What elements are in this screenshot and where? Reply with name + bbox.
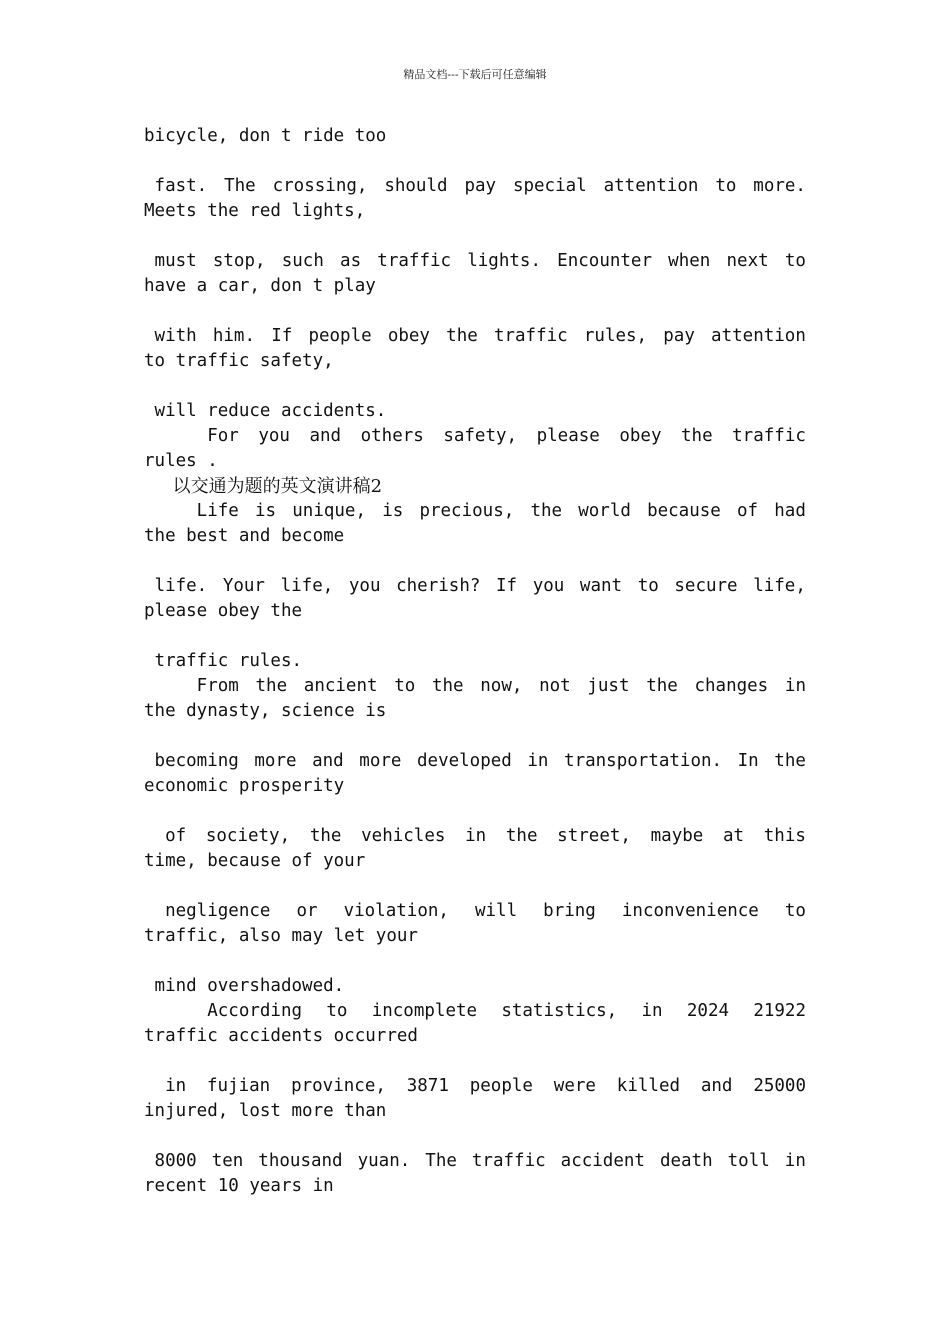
text-line: mind overshadowed.	[144, 976, 345, 996]
word: the	[446, 326, 478, 346]
word: of	[737, 501, 759, 521]
text-line: recent 10 years in	[144, 1176, 334, 1196]
word: the	[774, 751, 806, 771]
word: and	[309, 426, 342, 446]
word: the	[309, 826, 342, 846]
word: people	[308, 326, 372, 346]
word: attention	[603, 176, 699, 196]
word: The	[224, 176, 256, 196]
word: pay	[663, 326, 695, 346]
word: you	[258, 426, 290, 446]
text-line	[144, 674, 806, 699]
word: such	[281, 251, 324, 271]
blank-line	[144, 799, 806, 824]
word: or	[296, 901, 318, 921]
word: bring	[543, 901, 596, 921]
text-line: to traffic safety,	[144, 351, 334, 371]
word: more.	[753, 176, 806, 196]
blank-line	[144, 949, 806, 974]
word: negligence	[144, 901, 271, 921]
section-title: 以交通为题的英文演讲稿2	[144, 476, 383, 497]
text-line: traffic, also may let your	[144, 926, 418, 946]
word: accident	[560, 1151, 645, 1171]
text-line: will reduce accidents.	[144, 401, 387, 421]
word: Encounter	[557, 251, 652, 271]
word: yuan.	[357, 1151, 411, 1171]
text-line	[144, 1074, 806, 1099]
text-line: the best and become	[144, 526, 345, 546]
word: 8000	[144, 1151, 197, 1171]
word: world	[578, 501, 631, 521]
word: becoming	[144, 751, 239, 771]
text-line	[144, 1149, 806, 1174]
text-line	[144, 324, 806, 349]
word: rules,	[583, 326, 648, 346]
text-line	[144, 899, 806, 924]
word: changes	[694, 676, 769, 696]
word: in	[784, 1151, 806, 1171]
word: is	[382, 501, 404, 521]
word: next	[726, 251, 769, 271]
word: If	[496, 576, 518, 596]
word: stop,	[212, 251, 266, 271]
word: in	[465, 826, 487, 846]
text-line	[144, 499, 806, 524]
blank-line	[144, 1124, 806, 1149]
text-line: rules .	[144, 451, 218, 471]
word: ancient	[303, 676, 378, 696]
word: crossing,	[272, 176, 368, 196]
text-line	[144, 249, 806, 274]
word: 2024	[686, 1001, 730, 1021]
word: life,	[753, 576, 806, 596]
word: to	[326, 1001, 348, 1021]
word: If	[271, 326, 293, 346]
word: obey	[387, 326, 430, 346]
word: to	[784, 901, 806, 921]
text-line: time, because of your	[144, 851, 366, 871]
word: with	[144, 326, 197, 346]
word: traffic	[493, 326, 568, 346]
word: the	[530, 501, 563, 521]
word: incomplete	[371, 1001, 478, 1021]
text-line	[144, 824, 806, 849]
word: 25000	[753, 1076, 806, 1096]
word: the	[431, 676, 464, 696]
text-line: traffic accidents occurred	[144, 1026, 418, 1046]
word: From	[144, 676, 239, 696]
word: had	[774, 501, 806, 521]
word: just	[587, 676, 630, 696]
word: The	[425, 1151, 457, 1171]
text-line: injured, lost more than	[144, 1101, 387, 1121]
word: attention	[711, 326, 806, 346]
word: According	[144, 1001, 303, 1021]
word: should	[384, 176, 448, 196]
word: the	[681, 426, 713, 446]
text-line: Meets the red lights,	[144, 201, 366, 221]
word: to	[637, 576, 659, 596]
word: traffic	[377, 251, 452, 271]
blank-line	[144, 299, 806, 324]
text-line	[144, 999, 806, 1024]
text-line: the dynasty, science is	[144, 701, 387, 721]
word: life,	[280, 576, 334, 596]
word: lights.	[467, 251, 541, 271]
word: you	[348, 576, 381, 596]
word: in	[641, 1001, 663, 1021]
word: please	[536, 426, 600, 446]
word: the	[255, 676, 288, 696]
text-line	[144, 749, 806, 774]
word: to	[715, 176, 737, 196]
word: cherish?	[396, 576, 481, 596]
word: violation,	[343, 901, 449, 921]
text-line: traffic rules.	[144, 651, 303, 671]
word: killed	[616, 1076, 681, 1096]
page-header: 精品文档---下载后可任意编辑	[403, 68, 547, 81]
word: were	[553, 1076, 596, 1096]
blank-line	[144, 624, 806, 649]
document-body	[144, 124, 806, 1199]
word: more	[254, 751, 297, 771]
text-line: please obey the	[144, 601, 303, 621]
word: traffic	[471, 1151, 546, 1171]
word: thousand	[258, 1151, 343, 1171]
word: want	[579, 576, 623, 596]
blank-line	[144, 149, 806, 174]
word: more	[359, 751, 402, 771]
word: For	[144, 426, 239, 446]
word: in	[144, 1076, 187, 1096]
word: in	[784, 676, 806, 696]
word: province,	[291, 1076, 386, 1096]
word: maybe	[650, 826, 704, 846]
word: society,	[205, 826, 291, 846]
word: not	[539, 676, 571, 696]
word: pay	[464, 176, 497, 196]
word: is	[255, 501, 277, 521]
word: and	[700, 1076, 733, 1096]
word: developed	[417, 751, 512, 771]
word: In	[737, 751, 759, 771]
word: special	[512, 176, 587, 196]
word: toll	[727, 1151, 770, 1171]
blank-line	[144, 1049, 806, 1074]
word: to	[784, 251, 806, 271]
word: the	[505, 826, 538, 846]
text-line: bicycle, don t ride too	[144, 126, 387, 146]
word: ten	[211, 1151, 244, 1171]
word: when	[668, 251, 711, 271]
word: because	[647, 501, 721, 521]
word: people	[469, 1076, 533, 1096]
word: statistics,	[501, 1001, 618, 1021]
word: vehicles	[361, 826, 446, 846]
word: him.	[212, 326, 256, 346]
blank-line	[144, 374, 806, 399]
word: inconvenience	[621, 901, 759, 921]
text-line: economic prosperity	[144, 776, 345, 796]
word: precious,	[419, 501, 515, 521]
word: secure	[674, 576, 738, 596]
word: death	[659, 1151, 713, 1171]
word: as	[340, 251, 362, 271]
word: in	[527, 751, 549, 771]
word: will	[474, 901, 518, 921]
word: traffic	[732, 426, 806, 446]
word: 3871	[406, 1076, 449, 1096]
text-line: have a car, don t play	[144, 276, 376, 296]
blank-line	[144, 549, 806, 574]
word: at	[723, 826, 745, 846]
word: street,	[557, 826, 631, 846]
word: now,	[480, 676, 523, 696]
blank-line	[144, 224, 806, 249]
word: safety,	[443, 426, 518, 446]
word: fast.	[144, 176, 208, 196]
blank-line	[144, 724, 806, 749]
word: this	[763, 826, 806, 846]
word: transportation.	[564, 751, 723, 771]
word: you	[532, 576, 565, 596]
word: Your	[222, 576, 265, 596]
word: life.	[144, 576, 208, 596]
text-line	[144, 174, 806, 199]
word: obey	[619, 426, 662, 446]
word: unique,	[292, 501, 367, 521]
word: Life	[144, 501, 239, 521]
blank-line	[144, 874, 806, 899]
word: must	[144, 251, 197, 271]
word: and	[312, 751, 344, 771]
word: the	[646, 676, 678, 696]
word: others	[360, 426, 424, 446]
text-line	[144, 574, 806, 599]
word: of	[144, 826, 187, 846]
word: fujian	[207, 1076, 271, 1096]
word: to	[394, 676, 416, 696]
text-line	[144, 424, 806, 449]
word: 21922	[753, 1001, 806, 1021]
